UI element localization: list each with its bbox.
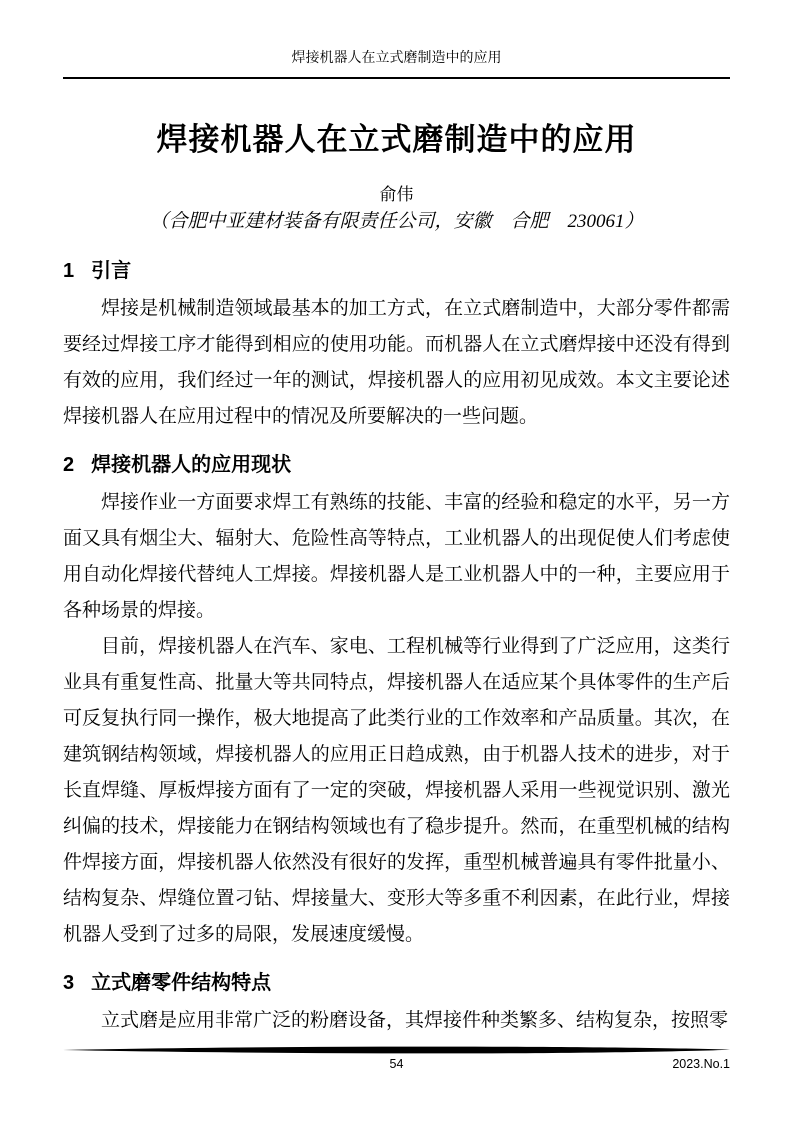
section-number: 3 xyxy=(63,971,75,994)
page-number: 54 xyxy=(389,1057,404,1071)
section-title: 焊接机器人的应用现状 xyxy=(91,453,292,476)
paragraph: 焊接作业一方面要求焊工有熟练的技能、丰富的经验和稳定的水平，另一方面又具有烟尘大、辐射大、危险性高等特点，工业机器人的出现促使人们考虑使用自动化焊接代替纯人工焊接。焊接机器人是工业机器人中的一种，主要应用于各种场景的焊接。 xyxy=(63,491,730,621)
section-heading-3 xyxy=(63,970,730,996)
article-title: 焊接机器人在立式磨制造中的应用 xyxy=(156,122,637,158)
section-title: 立式磨零件结构特点 xyxy=(91,971,272,994)
footer-rule xyxy=(63,1046,730,1054)
paragraph: 目前，焊接机器人在汽车、家电、工程机械等行业得到了广泛应用，这类行业具有重复性高、批量大等共同特点，焊接机器人在适应某个具体零件的生产后可反复执行同一操作，极大地提高了此类行业的工作效率和产品质量。其次，在建筑钢结构领域，焊接机器人的应用正日趋成熟，由于机器人技术的进步，对于长直焊缝、厚板焊接方面有了一定的突破，焊接机器人采用一些视觉识别、激光纠偏的技术，焊接能力在钢结构领域也有了稳步提升。然而，在重型机械的结构件焊接方面，焊接机器人依然没有很好的发挥，重型机械普遍具有零件批量小、结构复杂、焊缝位置刁钻、焊接量大、变形大等多重不利因素，在此行业，焊接机器人受到了过多的局限，发展速度缓慢。 xyxy=(63,635,730,945)
issue-label: 2023.No.1 xyxy=(672,1057,730,1071)
author-name: 俞伟 xyxy=(379,184,414,204)
running-header-title: 焊接机器人在立式磨制造中的应用 xyxy=(63,50,730,79)
section-number: 1 xyxy=(63,259,75,282)
section-heading-2 xyxy=(63,452,730,478)
page-footer xyxy=(63,1046,730,1072)
paragraph: 焊接是机械制造领域最基本的加工方式，在立式磨制造中，大部分零件都需要经过焊接工序才能得到相应的使用功能。而机器人在立式磨焊接中还没有得到有效的应用，我们经过一年的测试，焊接机器人的应用初见成效。本文主要论述焊接机器人在应用过程中的情况及所要解决的一些问题。 xyxy=(63,297,730,427)
footer-text-row xyxy=(63,1056,730,1072)
section-title: 引言 xyxy=(91,259,132,282)
section-heading-1 xyxy=(63,258,730,284)
section-number: 2 xyxy=(63,453,75,476)
author-affiliation: （合肥中亚建材装备有限责任公司，安徽 合肥 230061） xyxy=(149,211,644,233)
paragraph: 立式磨是应用非常广泛的粉磨设备，其焊接件种类繁多、结构复杂，按照零 xyxy=(101,1009,729,1031)
